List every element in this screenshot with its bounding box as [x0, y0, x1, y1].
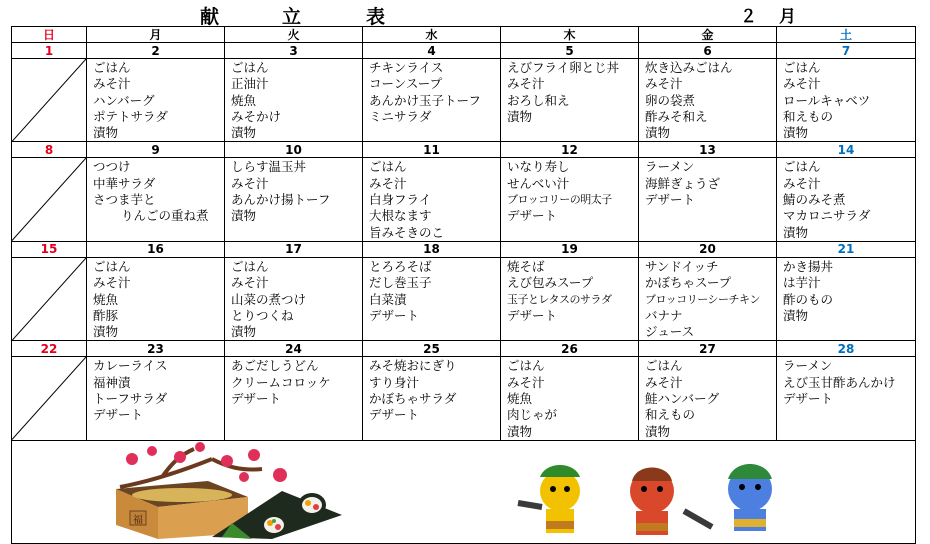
menu-calendar	[11, 26, 916, 544]
menu-item: 和えもの	[645, 407, 696, 423]
red-oni-icon	[630, 467, 712, 535]
menu-row	[12, 357, 916, 440]
menu-item: ごはん	[783, 60, 821, 75]
menu-item: 玉子とレタスのサラダ	[507, 292, 612, 306]
date-number: 11	[363, 142, 501, 158]
menu-item: デザート	[645, 192, 696, 208]
menu-cell	[777, 357, 916, 440]
menu-item: 焼魚	[93, 291, 119, 307]
menu-cell	[777, 158, 916, 241]
menu-item: 鮭ハンバーグ	[645, 391, 720, 407]
menu-item: かき揚丼	[783, 258, 834, 274]
menu-item: かぼちゃスープ	[645, 275, 732, 291]
date-number: 24	[225, 341, 363, 357]
menu-item: 漬物	[231, 125, 257, 141]
date-number: 6	[639, 43, 777, 59]
menu-item: みそ汁	[645, 76, 683, 92]
menu-item: トーフサラダ	[93, 391, 168, 407]
menu-item: 漬物	[231, 208, 257, 224]
menu-item: ジュース	[645, 324, 695, 340]
menu-item: マカロニサラダ	[783, 208, 871, 224]
date-number: 14	[777, 142, 916, 158]
masu-label: 福	[133, 514, 143, 526]
title-char: 献	[200, 6, 220, 28]
menu-cell	[501, 59, 639, 142]
menu-item: りんごの重ね煮	[121, 208, 209, 224]
menu-item: 漬物	[783, 224, 809, 240]
menu-item: あんかけ揚トーフ	[231, 192, 331, 208]
date-number: 19	[501, 241, 639, 257]
menu-item: 漬物	[93, 324, 119, 340]
date-row	[12, 341, 916, 357]
menu-cell	[225, 158, 363, 241]
menu-item: ごはん	[783, 159, 821, 175]
diagonal-line-icon	[12, 258, 86, 340]
sunday-no-menu-cell	[12, 158, 87, 241]
menu-item: ミニサラダ	[369, 108, 432, 124]
setsubun-illustration	[12, 441, 914, 539]
menu-item: あんかけ玉子トーフ	[369, 92, 481, 108]
month-label	[740, 2, 818, 27]
menu-item: は芋汁	[783, 275, 821, 291]
date-row	[12, 142, 916, 158]
menu-item: ブロッコリーの明太子	[507, 193, 612, 207]
menu-item: デザート	[507, 208, 558, 224]
date-number: 13	[639, 142, 777, 158]
menu-item: デザート	[783, 391, 834, 407]
date-number: 28	[777, 341, 916, 357]
menu-cell	[225, 257, 363, 340]
menu-row	[12, 158, 916, 241]
illustration-area	[12, 440, 916, 543]
menu-item: えびフライ卵とじ丼	[507, 60, 620, 75]
menu-item: あごだしうどん	[231, 358, 319, 374]
sunday-no-menu-cell	[12, 357, 87, 440]
sunday-no-menu-cell	[12, 257, 87, 340]
menu-item: 鯖のみそ煮	[783, 192, 846, 208]
menu-item: ごはん	[231, 60, 269, 75]
menu-cell	[501, 357, 639, 440]
menu-item: 漬物	[231, 324, 257, 340]
date-number: 21	[777, 241, 916, 257]
menu-item: みそ汁	[507, 76, 545, 92]
menu-item: デザート	[369, 407, 420, 423]
menu-row	[12, 59, 916, 142]
menu-item: 漬物	[783, 125, 809, 141]
menu-item: つつけ	[93, 159, 131, 175]
menu-item: とろろそば	[369, 258, 432, 274]
menu-item: みそ汁	[507, 374, 545, 390]
date-number: 20	[639, 241, 777, 257]
menu-item: みそ汁	[231, 275, 269, 291]
menu-row	[12, 257, 916, 340]
menu-item: ロールキャベツ	[783, 92, 871, 108]
date-number: 1	[12, 43, 87, 59]
menu-cell	[225, 59, 363, 142]
menu-item: サンドイッチ	[645, 258, 719, 274]
menu-item: ごはん	[507, 358, 545, 374]
menu-cell	[501, 158, 639, 241]
date-number: 27	[639, 341, 777, 357]
title-char: 表	[366, 6, 386, 28]
menu-item: 漬物	[783, 307, 809, 323]
date-row	[12, 241, 916, 257]
sunday-no-menu-cell	[12, 59, 87, 142]
yellow-oni-icon	[518, 465, 580, 533]
menu-item: いなり寿し	[507, 159, 570, 175]
menu-cell	[363, 357, 501, 440]
date-number: 23	[87, 341, 225, 357]
menu-item: ハンバーグ	[93, 92, 155, 108]
menu-item: さつま芋と	[93, 192, 156, 208]
date-number: 9	[87, 142, 225, 158]
menu-item: みそ汁	[369, 175, 407, 191]
title-char: 立	[282, 6, 302, 28]
diagonal-line-icon	[12, 59, 86, 141]
menu-item: ラーメン	[783, 358, 833, 374]
menu-item: カレーライス	[93, 358, 168, 374]
menu-item: えび包みスープ	[507, 275, 594, 291]
month-unit: 月	[779, 7, 796, 27]
menu-item: ごはん	[369, 159, 407, 175]
menu-item: かぼちゃサラダ	[369, 391, 457, 407]
menu-cell	[777, 257, 916, 340]
menu-item: みそ汁	[783, 76, 821, 92]
menu-cell	[639, 257, 777, 340]
menu-item: ごはん	[231, 258, 269, 274]
plum-branch-icon	[120, 442, 287, 487]
menu-item: 白菜漬	[369, 291, 407, 307]
menu-cell	[363, 59, 501, 142]
menu-item: 漬物	[507, 423, 533, 439]
page-title	[200, 2, 400, 26]
menu-item: 卵の袋煮	[645, 92, 696, 108]
menu-item: 漬物	[645, 125, 671, 141]
menu-cell	[225, 357, 363, 440]
menu-item: 焼魚	[507, 391, 533, 407]
menu-item: みそ汁	[645, 374, 683, 390]
date-number: 16	[87, 241, 225, 257]
menu-item: すり身汁	[369, 374, 420, 390]
menu-cell	[777, 59, 916, 142]
weekday-tue: 火	[225, 27, 363, 43]
menu-item: 肉じゃが	[507, 407, 558, 423]
menu-item: デザート	[507, 307, 558, 323]
date-number: 17	[225, 241, 363, 257]
date-number: 8	[12, 142, 87, 158]
weekday-sun: 日	[12, 27, 87, 43]
menu-cell	[363, 257, 501, 340]
menu-cell	[639, 59, 777, 142]
diagonal-line-icon	[12, 357, 86, 439]
menu-item: 酢のもの	[783, 291, 834, 307]
menu-item: ごはん	[93, 258, 131, 274]
menu-item: 漬物	[93, 125, 119, 141]
diagonal-line-icon	[12, 158, 86, 240]
menu-item: クリームコロッケ	[231, 374, 331, 390]
date-number: 25	[363, 341, 501, 357]
menu-item: みそ汁	[93, 76, 131, 92]
menu-item: ごはん	[93, 60, 131, 75]
menu-item: みそ汁	[93, 275, 131, 291]
menu-cell	[87, 158, 225, 241]
menu-item: みそ汁	[231, 175, 269, 191]
menu-item: 大根なます	[369, 208, 432, 224]
menu-item: 漬物	[507, 108, 533, 124]
menu-item: 山菜の煮つけ	[231, 291, 307, 307]
menu-item: 焼魚	[231, 92, 257, 108]
weekday-thu: 木	[501, 27, 639, 43]
date-number: 5	[501, 43, 639, 59]
menu-item: とりつくね	[231, 307, 294, 323]
menu-item: みそ焼おにぎり	[369, 358, 457, 374]
date-number: 2	[87, 43, 225, 59]
date-number: 10	[225, 142, 363, 158]
menu-item: ごはん	[645, 358, 683, 374]
menu-item: 漬物	[645, 423, 671, 439]
menu-item: おろし和え	[507, 92, 570, 108]
weekday-mon: 月	[87, 27, 225, 43]
weekday-header-row	[12, 27, 916, 43]
month-number: ２	[740, 7, 757, 27]
date-row	[12, 43, 916, 59]
menu-item: えび玉甘酢あんかけ	[783, 374, 896, 390]
menu-item: せんべい汁	[507, 175, 570, 191]
menu-item: ブロッコリーシーチキン	[645, 292, 760, 306]
menu-item: しらす温玉丼	[231, 159, 307, 175]
menu-item: 旨みそきのこ	[369, 224, 445, 240]
date-number: 22	[12, 341, 87, 357]
date-number: 18	[363, 241, 501, 257]
menu-cell	[87, 257, 225, 340]
menu-item: バナナ	[645, 307, 683, 323]
menu-cell	[639, 158, 777, 241]
menu-item: みそかけ	[231, 108, 282, 124]
date-number: 12	[501, 142, 639, 158]
menu-item: 酢みそ和え	[645, 108, 708, 124]
date-number: 4	[363, 43, 501, 59]
menu-item: だし巻玉子	[369, 275, 432, 291]
menu-item: 焼そば	[507, 258, 545, 274]
menu-cell	[501, 257, 639, 340]
menu-item: 酢豚	[93, 307, 119, 323]
menu-item: 炊き込みごはん	[645, 60, 733, 75]
menu-cell	[87, 59, 225, 142]
menu-item: 福神漬	[93, 374, 131, 390]
menu-item: 海鮮ぎょうざ	[645, 175, 721, 191]
menu-item: 中華サラダ	[93, 175, 156, 191]
weekday-fri: 金	[639, 27, 777, 43]
menu-item: 白身フライ	[369, 192, 432, 208]
menu-cell	[363, 158, 501, 241]
menu-item: コーンスープ	[369, 76, 443, 92]
menu-item: ポテトサラダ	[93, 108, 168, 124]
menu-item: デザート	[93, 407, 144, 423]
menu-item: デザート	[231, 391, 282, 407]
date-number: 7	[777, 43, 916, 59]
blue-oni-icon	[728, 464, 772, 531]
menu-cell	[87, 357, 225, 440]
menu-item: チキンライス	[369, 60, 444, 75]
menu-cell	[639, 357, 777, 440]
date-number: 3	[225, 43, 363, 59]
date-number: 26	[501, 341, 639, 357]
menu-item: ラーメン	[645, 159, 695, 175]
date-number: 15	[12, 241, 87, 257]
menu-item: みそ汁	[783, 175, 821, 191]
menu-item: 和えもの	[783, 108, 834, 124]
menu-item: 正油汁	[231, 76, 269, 92]
weekday-sat: 土	[777, 27, 916, 43]
menu-item: デザート	[369, 307, 420, 323]
weekday-wed: 水	[363, 27, 501, 43]
